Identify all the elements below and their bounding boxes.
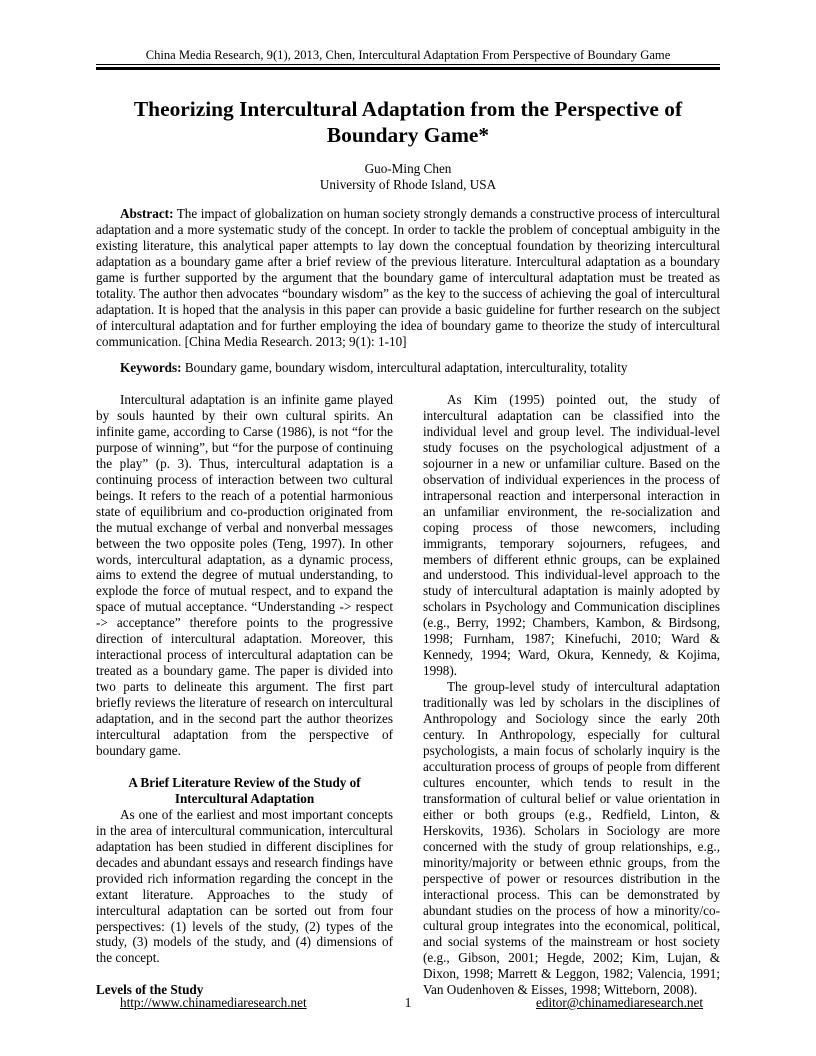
body-paragraph: Intercultural adaptation is an infinite game played by souls haunted by their own cultural spirits. An infinite game, according to Carse (1986), is not “for the purpose of winning”, but “for the purpose of continuing the play” (p. 3). Thus, intercultural adaptation is a continuing process of interaction between two cultural beings. It refers to the reach of a potential harmonious state of equilibrium and co-production originated from the mutual exchange of verbal and nonverbal messages between the two opposite poles (Teng, 1997). In other words, intercultural adaptation, as a dynamic process, aims to extend the degree of mutual understanding, to explode the force of mutual respect, and to expand the space of mutual acceptance. “Understanding -> respect -> acceptance” therefore points to the progressive direction of intercultural adaptation. Moreover, this interactional process of intercultural adaptation can be treated as a boundary game. The paper is divided into two parts to delineate this argument. The first part briefly reviews the literature of research on intercultural adaptation, and in the second part the author theorizes intercultural adaptation from the perspective of boundary game. [96,392,393,758]
abstract [96,206,720,350]
subsection-heading: Levels of the Study [96,982,204,998]
header-rule-thin [96,64,720,65]
running-header: China Media Research, 9(1), 2013, Chen, Intercultural Adaptation From Perspective of Boundary Game [145,48,671,62]
email-link[interactable]: editor@chinamediaresearch.net [536,995,704,1010]
body-paragraph: As Kim (1995) pointed out, the study of intercultural adaptation can be classified into the individual level and group level. The individual-level study focuses on the psychological adjustment of a sojourner in a new or unfamiliar culture. Based on the observation of individual experiences in the process of intrapersonal reaction and interpersonal interaction in an unfamiliar environment, the re-socialization and coping process of those newcomers, including immigrants, temporary sojourners, refugees, and members of different ethnic groups, can be explained and understood. This individual-level approach to the study of intercultural adaptation is mainly adopted by scholars in Psychology and Communication disciplines (e.g., Berry, 1992; Chambers, Kambon, & Birdsong, 1998; Furnham, 1987; Kinefuchi, 2010; Ward & Kennedy, 1994; Ward, Okura, Kennedy, & Kojima, 1998). [423,392,720,679]
keywords-label: Keywords: [120,360,182,375]
author-affiliation: University of Rhode Island, USA [319,177,497,192]
body-paragraph: As one of the earliest and most important concepts in the area of intercultural communication, intercultural adaptation has been studied in different disciplines for decades and abundant essays and research findings have provided rich information regarding the concept in the extant literature. Approaches to the study of intercultural adaptation can be sorted out from four perspectives: (1) levels of the study, (2) types of the study, (3) models of the study, and (4) dimensions of the concept. [96,806,393,966]
keywords [96,360,720,376]
left-column [96,392,393,998]
page-number: 1 [404,995,412,1010]
body-paragraph: The group-level study of intercultural adaptation traditionally was led by scholars in the disciplines of Anthropology and Sociology since the early 20th century. In Anthropology, especially for cultural psychologists, a main focus of scholarly inquiry is the acculturation process of groups of people from different cultures encounter, which tends to result in the transformation of cultural belief or value orientation in either or both groups (e.g., Redfield, Linton, & Herskovits, 1936). Scholars in Sociology are more concerned with the study of group relationships, e.g., minority/majority or between ethnic groups, from the perspective of power or resources distribution in the interactional process. This can be demonstrated by abundant studies on the process of how a minority/co-cultural group integrates into the economical, political, and social systems of the mainstream or host society (e.g., Gibson, 2001; Hegde, 2002; Kim, Lujan, & Dixon, 1998; Marrett & Leggon, 1982; Valencia, 1991; Van Oudenhoven & Eisses, 1998; Witteborn, 2008). [423,679,720,998]
footer-website [120,995,307,1011]
right-column [423,392,720,998]
abstract-label: Abstract: [120,206,174,221]
author-name: Guo-Ming Chen [364,161,452,176]
footer-email [536,995,703,1011]
section-heading: A Brief Literature Review of the Study of Intercultural Adaptation [128,774,361,806]
keywords-text: Boundary game, boundary wisdom, intercultural adaptation, interculturality, totality [181,360,628,375]
abstract-text: The impact of globalization on human society strongly demands a constructive process of intercultural adaptation and a more systematic study of the concept. In order to tackle the problem of conceptual ambiguity in the existing literature, this analytical paper attempts to lay down the conceptual foundation by theorizing intercultural adaptation as a boundary game after a brief review of the previous literature. Intercultural adaptation as a boundary game is further supported by the argument that the boundary game of intercultural adaptation must be treated as totality. The author then advocates “boundary wisdom” as the key to the success of achieving the goal of intercultural adaptation. It is hoped that the analysis in this paper can provide a basic guideline for further research on the subject of intercultural adaptation and for further employing the idea of boundary game to theorize the study of intercultural communication. [China Media Research. 2013; 9(1): 1-10] [96,206,720,350]
paper-title: Theorizing Intercultural Adaptation from the Perspective of Boundary Game* [133,97,683,147]
website-link[interactable]: http://www.chinamediaresearch.net [120,995,307,1010]
header-rule-thick [96,67,720,70]
